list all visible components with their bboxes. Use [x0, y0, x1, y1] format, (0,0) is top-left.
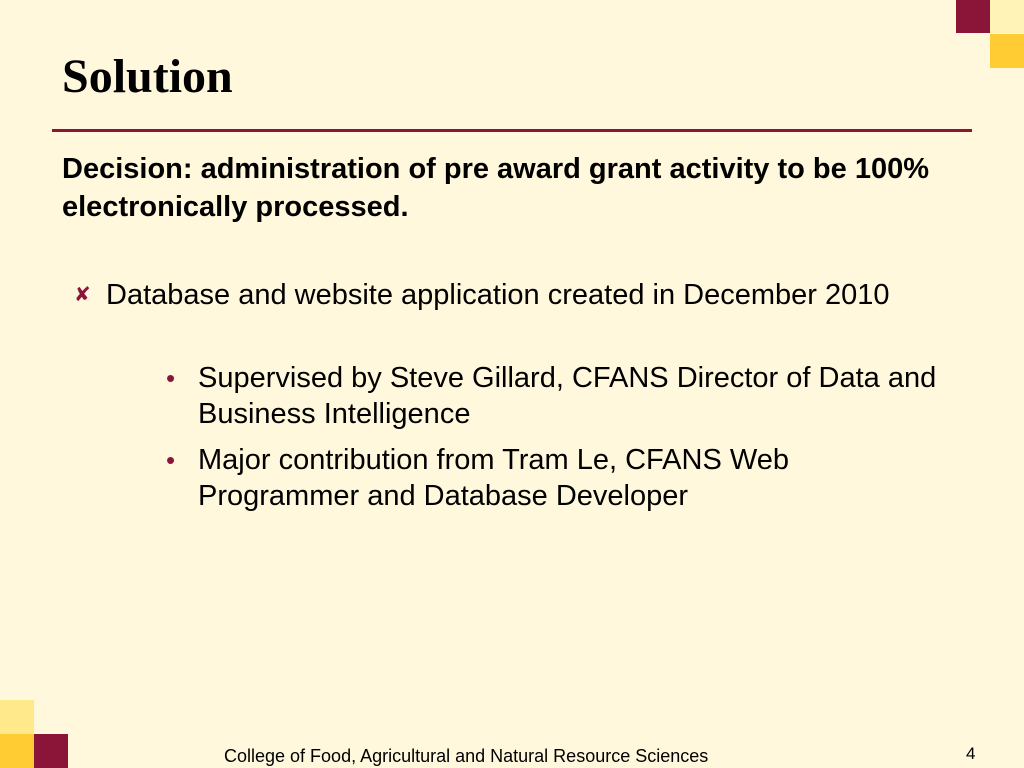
- corner-square-decoration: [0, 734, 34, 768]
- sub-bullet-item: [166, 360, 956, 432]
- sub-bullet-text: Major contribution from Tram Le, CFANS Web Programmer and Database Developer: [198, 444, 789, 512]
- bullet-item: [74, 277, 974, 313]
- title-divider: [52, 129, 972, 132]
- dot-bullet-icon: •: [166, 363, 176, 393]
- slide-title: Solution: [62, 50, 233, 103]
- decision-statement: Decision: administration of pre award grant activity to be 100% electronically processed.: [62, 153, 929, 223]
- sub-bullet-item: [166, 442, 956, 514]
- sub-bullet-list: [166, 360, 956, 524]
- corner-square-decoration: [990, 0, 1024, 33]
- x-bullet-icon: ✘: [74, 284, 91, 306]
- sub-bullet-text: Supervised by Steve Gillard, CFANS Director of Data and Business Intelligence: [198, 362, 937, 430]
- corner-square-decoration: [34, 734, 68, 768]
- slide-footer: College of Food, Agricultural and Natural Resource Sciences: [224, 746, 709, 766]
- corner-square-decoration: [956, 0, 990, 33]
- dot-bullet-icon: •: [166, 445, 176, 475]
- corner-square-decoration: [990, 34, 1024, 68]
- page-number: 4: [966, 744, 976, 763]
- corner-square-decoration: [0, 700, 34, 734]
- bullet-text: Database and website application created in December 2010: [106, 279, 890, 311]
